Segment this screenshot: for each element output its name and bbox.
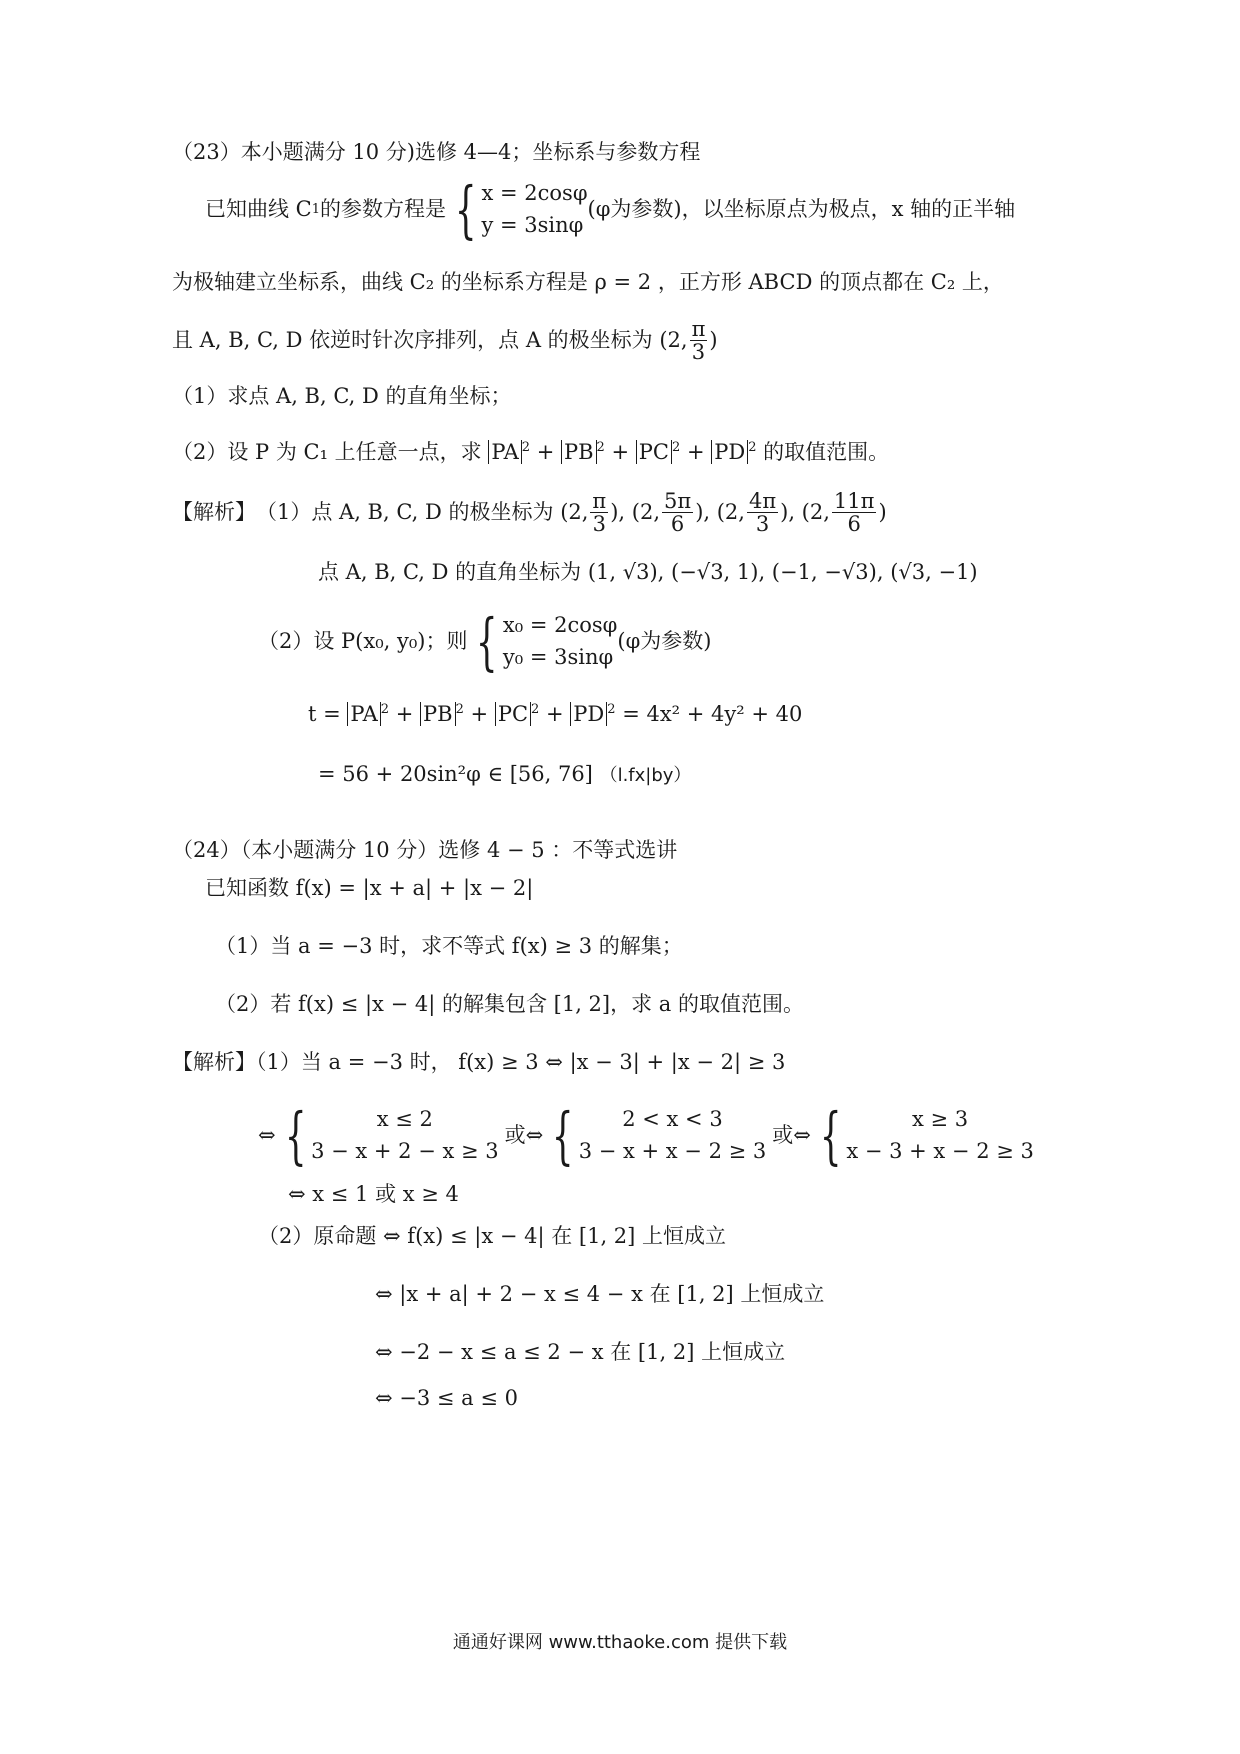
case1-row1: x ≤ 2 xyxy=(376,1107,433,1131)
q24-sol1-text: （1）当 a = −3 时， f(x) ≥ 3 ⇔ |x − 3| + |x − 2| ≥ 3 xyxy=(256,1050,786,1074)
frac-den: 3 xyxy=(755,512,770,537)
frac-den: 3 xyxy=(592,512,607,537)
sol1-end: ) xyxy=(878,499,887,524)
case-system-2 xyxy=(543,1098,767,1172)
case3-row2: x − 3 + x − 2 ≥ 3 xyxy=(846,1138,1034,1163)
frac-den: 3 xyxy=(691,340,706,365)
q23-line3 xyxy=(172,318,718,363)
q24-sol1-result: ⇔ x ≤ 1 或 x ≥ 4 xyxy=(288,1182,459,1206)
q23-sys-row1: x = 2cosφ xyxy=(481,181,588,205)
q23-part1: （1）求点 A, B, C, D 的直角坐标； xyxy=(172,384,512,408)
sol2-last-text: = 56 + 20sin²φ ∈ [56, 76] xyxy=(318,762,593,786)
q23-intro xyxy=(205,172,1016,246)
sol2-row2: y₀ = 3sinφ xyxy=(502,644,614,669)
sol2-t-rhs: = 4x² + 4y² + 40 xyxy=(622,702,803,726)
sol1-text: （1）点 A, B, C, D 的极坐标为 (2, xyxy=(256,499,589,524)
q23-part2: （2）设 P 为 C₁ 上任意一点，求 PA $^2$ + PB $^2$ + PC $^2$ + PD $^2$ 的取值范围。 xyxy=(172,440,890,464)
q24-sol2-line3: ⇔ −2 − x ≤ a ≤ 2 − x 在 [1, 2] 上恒成立 xyxy=(375,1340,786,1364)
frac-num: 11π xyxy=(833,489,875,513)
q23-solution2 xyxy=(258,604,712,678)
q23-line2: 为极轴建立坐标系，曲线 C₂ 的坐标系方程是 ρ = 2 ，正方形 ABCD 的顶点都在 C₂ 上， xyxy=(172,270,1004,294)
iff-symbol: ⇔ xyxy=(793,1122,811,1147)
q23-solution2-last xyxy=(318,762,691,787)
fraction xyxy=(590,490,608,535)
solution-label: 【解析】 xyxy=(172,499,256,524)
frac-num: 4π xyxy=(748,489,777,513)
iff-symbol: ⇔ xyxy=(525,1122,544,1147)
frac-num: 5π xyxy=(664,489,692,513)
q24-part1: （1）当 a = −3 时，求不等式 f(x) ≥ 3 的解集； xyxy=(215,934,683,958)
q24-function: 已知函数 f(x) = |x + a| + |x − 2| xyxy=(205,876,534,900)
q24-sol2-line2: ⇔ |x + a| + 2 − x ≤ 4 − x 在 [1, 2] 上恒成立 xyxy=(375,1282,825,1306)
q23-intro-a: 已知曲线 C xyxy=(205,196,312,221)
sol1-sep: ), (2, xyxy=(695,499,745,524)
case-system-1 xyxy=(276,1098,499,1172)
q23-solution1 xyxy=(172,490,887,535)
q23-sys-row2: y = 3sinφ xyxy=(481,212,584,237)
iff-symbol: ⇔ xyxy=(258,1122,276,1147)
brace-symbol: { xyxy=(476,604,499,678)
q24-sol2-line1: （2）原命题 ⇔ f(x) ≤ |x − 4| 在 [1, 2] 上恒成立 xyxy=(258,1224,727,1248)
q23-param-system xyxy=(446,172,588,246)
solution-label: 【解析】 xyxy=(172,1050,256,1074)
brace-symbol: { xyxy=(454,172,477,246)
case1-row2: 3 − x + 2 − x ≥ 3 xyxy=(311,1138,499,1163)
fraction xyxy=(832,490,877,535)
sol1-sep: ), (2, xyxy=(610,499,661,524)
sol2-text: （2）设 P(x₀, y₀)；则 xyxy=(258,628,468,653)
q23-part2-b: 的取值范围。 xyxy=(763,440,890,464)
frac-num: π xyxy=(592,489,607,513)
q23-part2-a: （2）设 P 为 C₁ 上任意一点，求 xyxy=(172,440,482,464)
q23-line3-end: ) xyxy=(709,327,718,352)
q24-part2: （2）若 f(x) ≤ |x − 4| 的解集包含 [1, 2]，求 a 的取值范围。 xyxy=(215,992,804,1016)
q23-solution2-t: t = PA $^2$ + PB $^2$ + PC $^2$ + PD $^2$ = 4x² + 4y² + 40 xyxy=(308,702,803,726)
or-word: 或 xyxy=(772,1122,794,1147)
q23-sys-note: (φ为参数)，以坐标原点为极点，x 轴的正半轴 xyxy=(587,196,1016,221)
q23-solution1-line2: 点 A, B, C, D 的直角坐标为 (1, √3), (−√3, 1), (−1, −√3), (√3, −1) xyxy=(318,560,978,584)
q24-cases xyxy=(258,1098,1034,1172)
sol2-system xyxy=(467,604,618,678)
sol2-tag: （l.fx|by） xyxy=(599,765,692,786)
frac-den: 6 xyxy=(847,512,861,537)
q24-solution1 xyxy=(172,1050,785,1075)
sol2-t-lhs: t = xyxy=(308,702,341,726)
brace-symbol: { xyxy=(284,1098,307,1172)
case2-row2: 3 − x + x − 2 ≥ 3 xyxy=(578,1138,767,1163)
q23-intro-sub: 1 xyxy=(311,201,321,217)
case2-row1: 2 < x < 3 xyxy=(622,1107,723,1131)
case3-row1: x ≥ 3 xyxy=(912,1107,969,1131)
q23-heading: （23）本小题满分 10 分)选修 4—4；坐标系与参数方程 xyxy=(172,140,701,164)
brace-symbol: { xyxy=(819,1098,842,1172)
q23-line3-text: 且 A, B, C, D 依逆时针次序排列，点 A 的极坐标为 (2, xyxy=(172,327,688,352)
or-word: 或 xyxy=(504,1122,526,1147)
frac-num: π xyxy=(691,317,706,341)
q23-intro-b: 的参数方程是 xyxy=(320,196,447,221)
sol1-sep: ), (2, xyxy=(780,499,830,524)
fraction xyxy=(747,490,778,535)
fraction xyxy=(662,490,693,535)
case-system-3 xyxy=(811,1098,1034,1172)
frac-den: 6 xyxy=(670,512,685,537)
q24-sol2-line4: ⇔ −3 ≤ a ≤ 0 xyxy=(375,1386,519,1410)
q24-heading: （24）（本小题满分 10 分）选修 4 − 5 ：不等式选讲 xyxy=(172,838,678,862)
sol2-note: (φ为参数) xyxy=(617,628,712,653)
page-footer: 通通好课网 www.tthaoke.com 提供下载 xyxy=(452,1632,788,1653)
fraction xyxy=(690,318,708,363)
sol2-row1: x₀ = 2cosφ xyxy=(502,613,618,637)
brace-symbol: { xyxy=(552,1098,574,1172)
